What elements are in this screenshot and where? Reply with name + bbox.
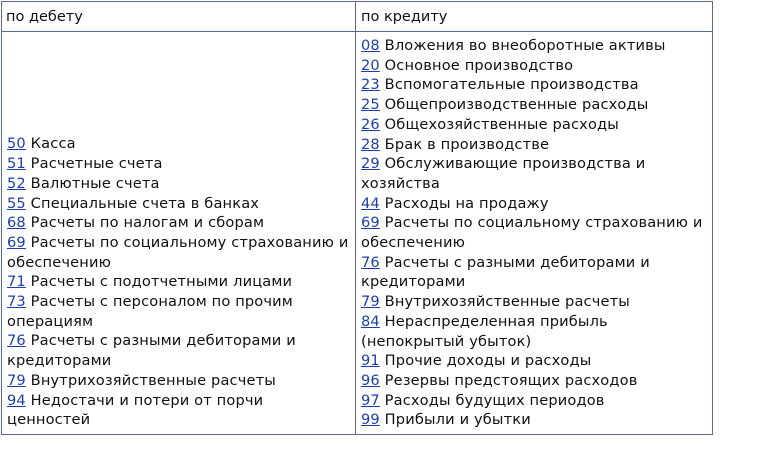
credit-entry [361, 56, 708, 76]
credit-entry [361, 292, 708, 312]
account-code-link[interactable]: 97 [361, 391, 380, 409]
account-code-link[interactable]: 76 [7, 332, 26, 350]
header-credit: по кредиту [361, 9, 448, 25]
account-name: Прибыли и убытки [384, 411, 531, 429]
account-code-link[interactable]: 96 [361, 371, 380, 389]
debit-entry [7, 194, 351, 214]
account-name: Резервы предстоящих расходов [384, 371, 638, 389]
credit-entry [361, 194, 708, 214]
account-code-link[interactable]: 44 [361, 194, 380, 212]
credit-entry [361, 154, 708, 193]
account-name: Общепроизводственные расходы [384, 96, 649, 114]
account-code-link[interactable]: 69 [361, 214, 380, 232]
credit-entry [361, 75, 708, 95]
debit-entry [7, 174, 351, 194]
account-code-link[interactable]: 08 [361, 37, 380, 54]
account-name: Недостачи и потери от порчи ценностей [7, 391, 264, 429]
account-code-link[interactable]: 91 [361, 352, 380, 370]
account-code-link[interactable]: 23 [361, 76, 380, 94]
account-name: Прочие доходы и расходы [384, 352, 592, 370]
account-code-link[interactable]: 69 [7, 233, 26, 251]
account-code-link[interactable]: 26 [361, 115, 380, 133]
account-code-link[interactable]: 73 [7, 293, 26, 311]
account-name: Касса [30, 135, 76, 153]
account-name: Расчетные счета [30, 155, 163, 173]
accounts-table [1, 1, 713, 435]
account-name: Брак в производстве [384, 135, 550, 153]
account-name: Обслуживающие производства и хозяйства [361, 155, 646, 192]
account-name: Расчеты с разными дебиторами и кредиторами [7, 332, 296, 370]
account-code-link[interactable]: 84 [361, 312, 380, 330]
account-code-link[interactable]: 94 [7, 391, 26, 409]
credit-entry [361, 253, 708, 292]
debit-entry [7, 371, 351, 391]
credit-entry [361, 371, 708, 391]
debit-entry [7, 233, 351, 272]
account-name: Вспомогательные производства [384, 76, 639, 94]
credit-entry [361, 36, 708, 56]
debit-entry [7, 391, 351, 430]
account-code-link[interactable]: 29 [361, 155, 380, 173]
credit-entry [361, 351, 708, 371]
account-code-link[interactable]: 25 [361, 96, 380, 114]
account-code-link[interactable]: 71 [7, 273, 26, 291]
account-name: Расчеты по социальному страхованию и обеспечению [7, 233, 349, 271]
credit-entry [361, 95, 708, 115]
account-name: Расчеты с подотчетными лицами [30, 273, 293, 291]
debit-entry [7, 331, 351, 370]
debit-entry [7, 154, 351, 174]
account-name: Нераспределенная прибыль (непокрытый убыток) [361, 312, 608, 350]
debit-entry [7, 272, 351, 292]
account-name: Внутрихозяйственные расчеты [384, 293, 630, 311]
credit-entry [361, 312, 708, 351]
account-code-link[interactable]: 51 [7, 155, 26, 173]
credit-column [356, 32, 712, 434]
account-name: Расходы будущих периодов [384, 391, 605, 409]
debit-entry [7, 292, 351, 331]
account-name: Вложения во внеоборотные активы [384, 37, 666, 54]
credit-entry [361, 391, 708, 411]
credit-entry [361, 135, 708, 155]
credit-entry [361, 213, 708, 252]
account-code-link[interactable]: 79 [361, 293, 380, 311]
account-name: Специальные счета в банках [30, 194, 260, 212]
account-code-link[interactable]: 55 [7, 194, 26, 212]
debit-column [2, 32, 355, 434]
account-name: Расчеты с персоналом по прочим операциям [7, 293, 293, 330]
account-code-link[interactable]: 99 [361, 411, 380, 429]
account-name: Расчеты по социальному страхованию и обеспечению [361, 214, 703, 252]
credit-entry [361, 410, 708, 430]
account-name: Расчеты с разными дебиторами и кредиторами [361, 253, 650, 291]
account-name: Внутрихозяйственные расчеты [30, 371, 276, 389]
account-name: Общехозяйственные расходы [384, 115, 619, 133]
account-code-link[interactable]: 28 [361, 135, 380, 153]
debit-entry [7, 134, 351, 154]
account-code-link[interactable]: 68 [7, 214, 26, 232]
account-code-link[interactable]: 52 [7, 174, 26, 192]
credit-entry [361, 115, 708, 135]
account-code-link[interactable]: 20 [361, 56, 380, 74]
account-name: Основное производство [384, 56, 574, 74]
header-debit: по дебету [6, 9, 83, 25]
account-code-link[interactable]: 79 [7, 371, 26, 389]
account-code-link[interactable]: 76 [361, 253, 380, 271]
account-name: Валютные счета [30, 174, 160, 192]
account-code-link[interactable]: 50 [7, 135, 26, 153]
account-name: Расчеты по налогам и сборам [30, 214, 265, 232]
table-header-row [2, 2, 712, 32]
account-name: Расходы на продажу [384, 194, 549, 212]
debit-entry [7, 213, 351, 233]
